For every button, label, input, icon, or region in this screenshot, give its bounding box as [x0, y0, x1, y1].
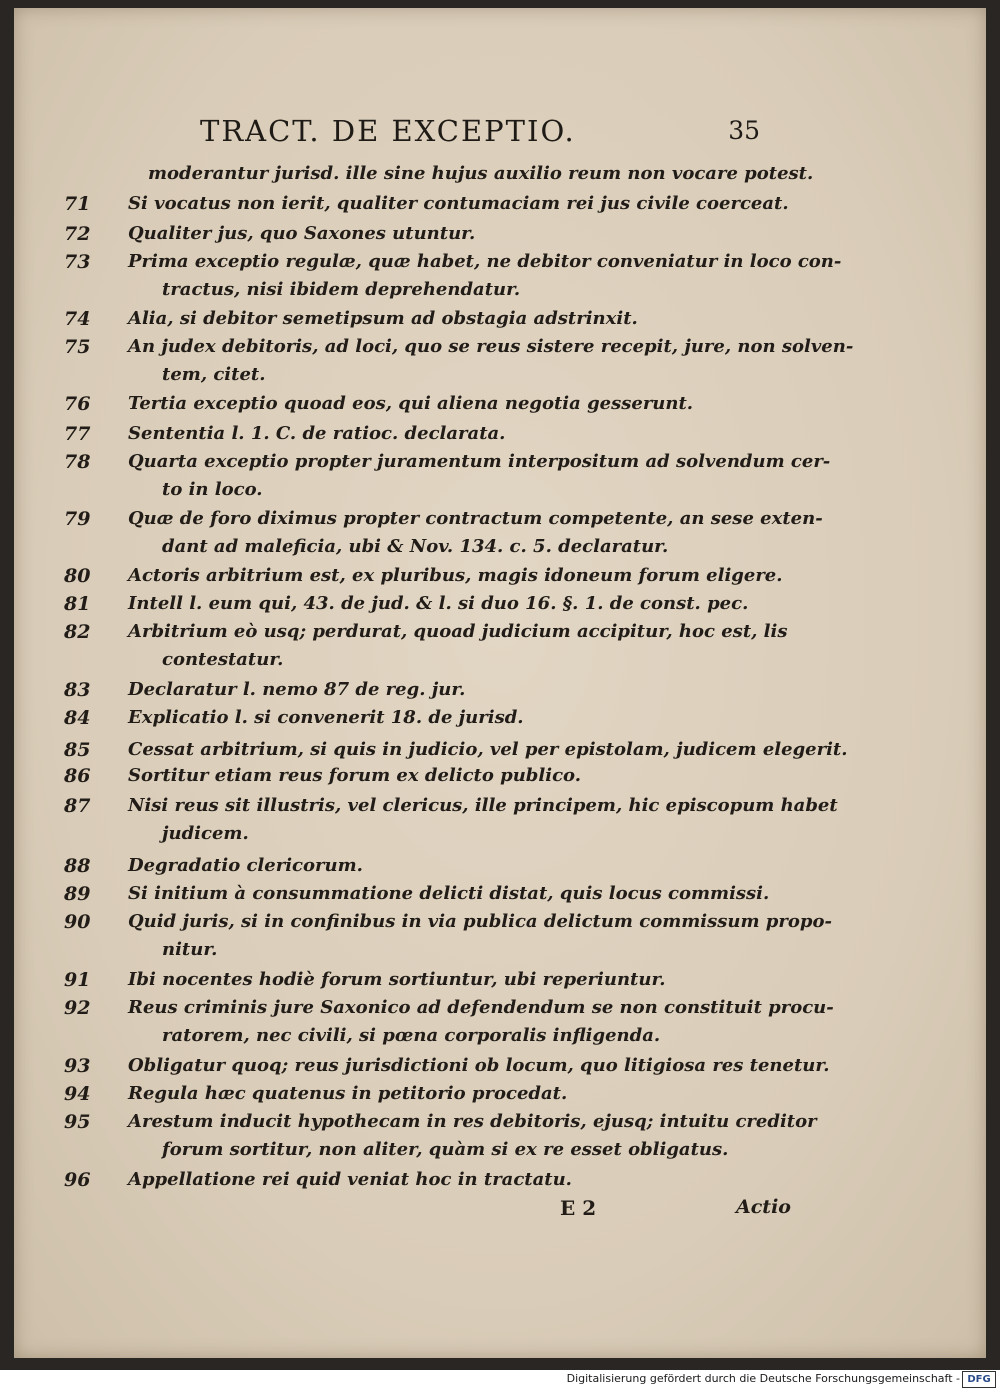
entry-number: 93	[64, 1055, 91, 1077]
entry-number: 75	[64, 336, 91, 358]
entry-text: Ibi nocentes hodiè forum sortiuntur, ubi reperiuntur.	[128, 969, 666, 990]
entry-number: 76	[64, 393, 91, 415]
entry-text-continuation: nitur.	[162, 939, 218, 960]
entry-number: 72	[64, 223, 91, 245]
entry-text: Sortitur etiam reus forum ex delicto publico.	[128, 765, 581, 786]
entry-text-continuation: ratorem, nec civili, si pœna corporalis infligenda.	[162, 1025, 661, 1046]
entry-number: 92	[64, 997, 91, 1019]
entry-text: Arbitrium eò usq; perdurat, quoad judicium accipitur, hoc est, lis	[128, 621, 788, 642]
entry-text: moderantur jurisd. ille sine hujus auxilio reum non vocare potest.	[148, 163, 814, 184]
entry-text: Quid juris, si in confinibus in via publica delictum commissum propo-	[128, 911, 832, 932]
entry-text-continuation: tractus, nisi ibidem deprehendatur.	[162, 279, 521, 300]
entry-text: Obligatur quoq; reus jurisdictioni ob locum, quo litigiosa res tenetur.	[128, 1055, 830, 1076]
entry-text: Reus criminis jure Saxonico ad defendendum se non constituit procu-	[128, 997, 834, 1018]
entry-number: 89	[64, 883, 91, 905]
entry-text: Actoris arbitrium est, ex pluribus, magis idoneum forum eligere.	[128, 565, 783, 586]
digitization-footer	[0, 1370, 1000, 1389]
entry-text: Quarta exceptio propter juramentum interpositum ad solvendum cer-	[128, 451, 831, 472]
entry-text-continuation: to in loco.	[162, 479, 263, 500]
entry-text: Si vocatus non ierit, qualiter contumaciam rei jus civile coerceat.	[128, 193, 789, 214]
entry-number: 78	[64, 451, 91, 473]
entry-text: Sententia l. 1. C. de ratioc. declarata.	[128, 423, 506, 444]
entry-text: Si initium à consummatione delicti distat, quis locus commissi.	[128, 883, 770, 904]
entry-number: 96	[64, 1169, 91, 1191]
page-number: 35	[728, 116, 760, 145]
entry-text-continuation: dant ad maleficia, ubi & Nov. 134. c. 5. declaratur.	[162, 536, 669, 557]
entry-number: 91	[64, 969, 91, 991]
entry-text-continuation: tem, citet.	[162, 364, 266, 385]
funding-credit: Digitalisierung gefördert durch die Deutsche Forschungsgemeinschaft -	[566, 1372, 960, 1385]
entry-number: 74	[64, 308, 91, 330]
entry-number: 77	[64, 423, 91, 445]
entry-number: 81	[64, 593, 91, 615]
entry-text: Degradatio clericorum.	[128, 855, 363, 876]
entry-text: Cessat arbitrium, si quis in judicio, vel per epistolam, judicem elegerit.	[128, 739, 848, 760]
entry-number: 95	[64, 1111, 91, 1133]
entry-text: Declaratur l. nemo 87 de reg. jur.	[128, 679, 466, 700]
entry-number: 86	[64, 765, 91, 787]
entry-number: 88	[64, 855, 91, 877]
entry-text: Tertia exceptio quoad eos, qui aliena negotia gesserunt.	[128, 393, 694, 414]
running-title: TRACT. DE EXCEPTIO.	[200, 114, 576, 148]
entry-text: Nisi reus sit illustris, vel clericus, ille principem, hic episcopum habet	[128, 795, 838, 816]
entry-text: Arestum inducit hypothecam in res debitoris, ejusq; intuitu creditor	[128, 1111, 817, 1132]
entry-text: Prima exceptio regulæ, quæ habet, ne debitor conveniatur in loco con-	[128, 251, 842, 272]
signature-mark: E 2	[560, 1196, 597, 1220]
dfg-logo: DFG	[962, 1371, 996, 1388]
catchword: Actio	[736, 1196, 791, 1218]
entry-number: 83	[64, 679, 91, 701]
entry-number: 90	[64, 911, 91, 933]
entry-text-continuation: forum sortitur, non aliter, quàm si ex re esset obligatus.	[162, 1139, 729, 1160]
entry-text: Alia, si debitor semetipsum ad obstagia adstrinxit.	[128, 308, 638, 329]
entry-number: 94	[64, 1083, 91, 1105]
entry-text-continuation: judicem.	[162, 823, 249, 844]
entry-number: 79	[64, 508, 91, 530]
entry-text-continuation: contestatur.	[162, 649, 284, 670]
entry-number: 73	[64, 251, 91, 273]
entry-number: 87	[64, 795, 91, 817]
entry-number: 85	[64, 739, 91, 761]
entry-text: Quæ de foro diximus propter contractum competente, an sese exten-	[128, 508, 823, 529]
entry-text: Qualiter jus, quo Saxones utuntur.	[128, 223, 476, 244]
entry-text: An judex debitoris, ad loci, quo se reus sistere recepit, jure, non solven-	[128, 336, 854, 357]
entry-text: Regula hæc quatenus in petitorio procedat.	[128, 1083, 568, 1104]
entry-text: Explicatio l. si convenerit 18. de jurisd.	[128, 707, 524, 728]
entry-number: 80	[64, 565, 91, 587]
entry-text: Intell l. eum qui, 43. de jud. & l. si duo 16. §. 1. de const. pec.	[128, 593, 749, 614]
entry-text: Appellatione rei quid veniat hoc in tractatu.	[128, 1169, 572, 1190]
entry-number: 84	[64, 707, 91, 729]
entry-number: 82	[64, 621, 91, 643]
entry-number: 71	[64, 193, 91, 215]
